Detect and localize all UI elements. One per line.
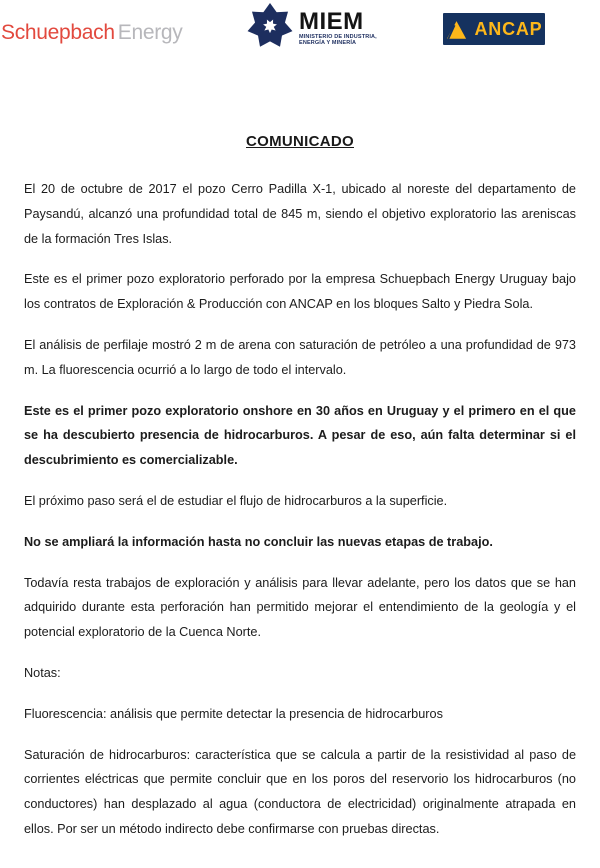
paragraph-next-step: El próximo paso será el de estudiar el flujo de hidrocarburos a la superficie. xyxy=(24,493,448,508)
document-body xyxy=(0,133,600,842)
miem-flower-icon xyxy=(246,2,294,50)
paragraph-remaining-work: Todavía resta trabajos de exploración y análisis para llevar adelante, pero los datos que se han adquirido durante esta perforación han permitido mejorar el entendimiento de la geología y el potencial exploratorio de la Cuenca Norte. xyxy=(24,575,576,640)
miem-text-block xyxy=(299,8,377,47)
miem-ministry-line2: ENERGÍA Y MINERÍA xyxy=(299,40,357,47)
schuepbach-wordmark: Schuepbach xyxy=(1,21,115,44)
energy-wordmark: Energy xyxy=(117,21,183,44)
ancap-wordmark: ANCAP xyxy=(474,19,543,39)
paragraph-discovery: Este es el primer pozo exploratorio onshore en 30 años en Uruguay y el primero en el que se ha descubierto presencia de hidrocarburos. A pesar de eso, aún falta determinar si el descubrimiento es comercializable. xyxy=(24,403,576,468)
notes-label: Notas: xyxy=(24,665,61,680)
miem-ministry-name xyxy=(299,34,377,47)
ancap-logo xyxy=(443,13,545,45)
page-title: COMUNICADO xyxy=(246,133,354,150)
miem-ministry-line1: MINISTERIO DE INDUSTRIA, xyxy=(299,34,377,40)
note-fluorescence: Fluorescencia: análisis que permite detectar la presencia de hidrocarburos xyxy=(24,706,443,721)
miem-logo xyxy=(246,2,377,50)
paragraph-first-well: Este es el primer pozo exploratorio perforado por la empresa Schuepbach Energy Uruguay bajo los contratos de Exploración & Producción con ANCAP en los bloques Salto y Piedra Sola. xyxy=(24,272,576,312)
ancap-triangle-icon xyxy=(445,18,468,41)
schuepbach-energy-logo xyxy=(1,21,183,45)
paragraph-well-depth: El 20 de octubre de 2017 el pozo Cerro Padilla X-1, ubicado al noreste del departamento de Paysandú, alcanzó una profundidad total de 845 m, siendo el objetivo exploratorio las areniscas de la formación Tres Islas. xyxy=(24,182,576,246)
paragraph-log-analysis: El análisis de perfilaje mostró 2 m de arena con saturación de petróleo a una profundidad de 973 m. La fluorescencia ocurrió a lo largo de todo el intervalo. xyxy=(24,337,576,377)
note-saturation: Saturación de hidrocarburos: característica que se calcula a partir de la resistividad al paso de corrientes eléctricas que permite concluir que en los poros del reservorio los hidrocarburos (no conductores) han desplazado al agua (conductora de electricidad) originalmente atrapada en ellos. Por ser un método indirecto debe confirmarse con pruebas directas. xyxy=(24,747,576,836)
logo-header xyxy=(0,0,600,56)
miem-acronym: MIEM xyxy=(299,8,364,35)
paragraph-no-info: No se ampliará la información hasta no concluir las nuevas etapas de trabajo. xyxy=(24,534,493,549)
